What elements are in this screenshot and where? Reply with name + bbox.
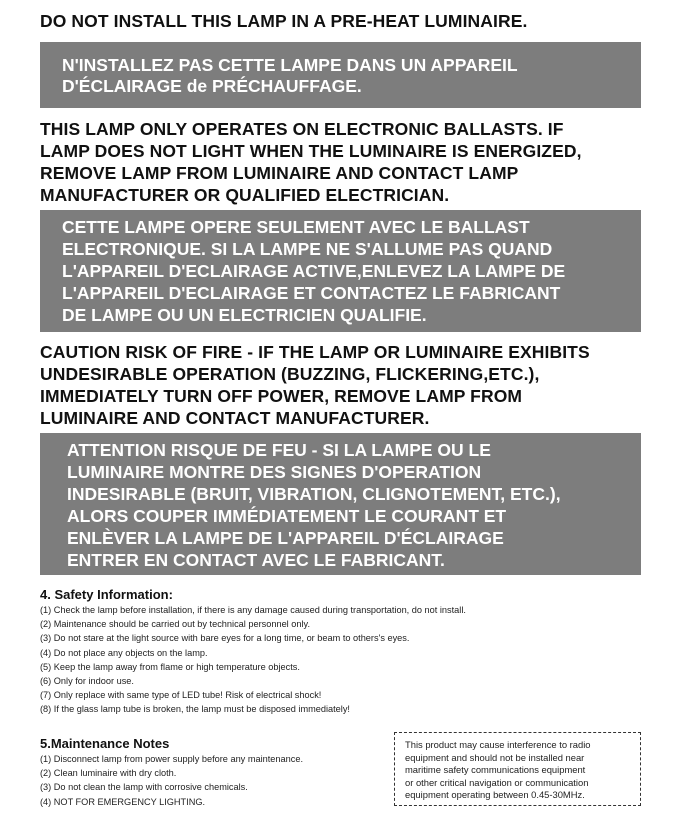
list-item: (7) Only replace with same type of LED tube! Risk of electrical shock! [40,690,322,701]
list-item: (3) Do not clean the lamp with corrosive chemicals. [40,782,248,793]
maintenance-list [40,752,303,809]
warning-line: ALORS COUPER IMMÉDIATEMENT LE COURANT ET [67,506,507,526]
warning-line: UNDESIRABLE OPERATION (BUZZING, FLICKERING,ETC.), [40,364,540,384]
safety-title: 4. Safety Information: [40,587,173,602]
list-item: (2) Maintenance should be carried out by technical personnel only. [40,619,310,630]
list-item: (6) Only for indoor use. [40,676,134,687]
warning-fire-en [40,341,590,429]
list-item: (1) Disconnect lamp from power supply before any maintenance. [40,754,303,764]
warning-preheat-fr [40,42,641,108]
safety-list [40,603,466,717]
warning-line: MANUFACTURER OR QUALIFIED ELECTRICIAN. [40,185,450,205]
notice-line: maritime safety communications equipment [405,764,586,776]
list-item: (4) NOT FOR EMERGENCY LIGHTING. [40,796,206,807]
warning-line: LUMINAIRE AND CONTACT MANUFACTURER. [40,408,430,428]
warning-preheat-en [40,10,527,32]
notice-line: This product may cause interference to radio [405,739,591,750]
warning-line: IMMEDIATELY TURN OFF POWER, REMOVE LAMP FROM [40,386,523,406]
warning-line: ENLÈVER LA LAMPE DE L'APPAREIL D'ÉCLAIRAGE [67,528,504,548]
list-item: (1) Check the lamp before installation, if there is any damage caused during transportation, do not install. [40,605,466,615]
warning-line: INDESIRABLE (BRUIT, VIBRATION, CLIGNOTEMENT, ETC.), [67,484,561,504]
warning-line: REMOVE LAMP FROM LUMINAIRE AND CONTACT LAMP [40,163,519,183]
notice-line: equipment operating between 0.45-30MHz. [405,789,585,801]
warning-line: ATTENTION RISQUE DE FEU - SI LA LAMPE OU LE [67,440,491,460]
list-item: (3) Do not stare at the light source with bare eyes for a long time, or beam to others's eyes. [40,633,410,644]
warning-line: D'ÉCLAIRAGE de PRÉCHAUFFAGE. [62,76,362,96]
notice-line: or other critical navigation or communication [405,776,589,788]
list-item: (5) Keep the lamp away from flame or high temperature objects. [40,661,300,672]
warning-line: LUMINAIRE MONTRE DES SIGNES D'OPERATION [67,462,482,482]
list-item: (2) Clean luminaire with dry cloth. [40,768,177,779]
warning-line: ELECTRONIQUE. SI LA LAMPE NE S'ALLUME PAS QUAND [62,239,553,259]
warning-line: L'APPAREIL D'ECLAIRAGE ACTIVE,ENLEVEZ LA LAMPE DE [62,261,566,281]
notice-line: equipment and should not be installed near [405,751,585,763]
warning-line: CETTE LAMPE OPERE SEULEMENT AVEC LE BALLAST [62,217,530,237]
warning-line: DO NOT INSTALL THIS LAMP IN A PRE-HEAT LUMINAIRE. [40,11,528,31]
list-item: (8) If the glass lamp tube is broken, the lamp must be disposed immediately! [40,704,350,715]
warning-line: LAMP DOES NOT LIGHT WHEN THE LUMINAIRE IS ENERGIZED, [40,141,582,161]
warning-line: DE LAMPE OU UN ELECTRICIEN QUALIFIE. [62,305,427,325]
warning-line: L'APPAREIL D'ECLAIRAGE ET CONTACTEZ LE FABRICANT [62,283,561,303]
maintenance-title: 5.Maintenance Notes [40,736,170,751]
warning-ballast-fr [40,210,641,332]
warning-line: CAUTION RISK OF FIRE - IF THE LAMP OR LUMINAIRE EXHIBITS [40,342,590,362]
warning-line: N'INSTALLEZ PAS CETTE LAMPE DANS UN APPAREIL [62,55,518,75]
interference-notice [394,732,641,806]
list-item: (4) Do not place any objects on the lamp. [40,647,208,658]
warning-ballast-en [40,118,582,206]
warning-line: THIS LAMP ONLY OPERATES ON ELECTRONIC BALLASTS. IF [40,119,564,139]
warning-line: ENTRER EN CONTACT AVEC LE FABRICANT. [67,550,445,570]
warning-fire-fr [40,433,641,575]
